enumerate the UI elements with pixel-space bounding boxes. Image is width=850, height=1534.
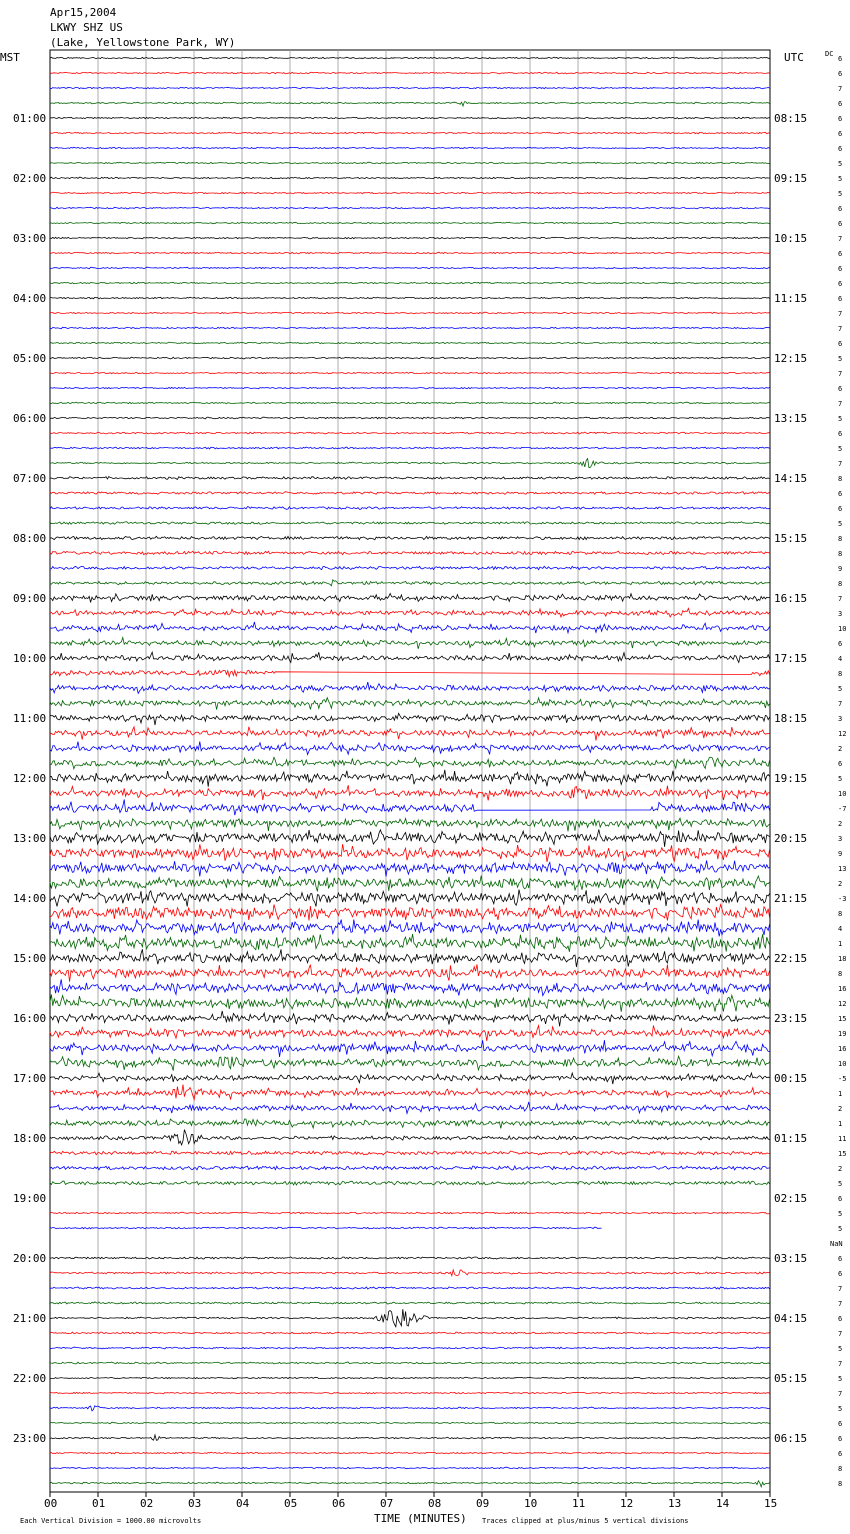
right-hour-label: 00:15 xyxy=(774,1072,808,1085)
left-hour-label: 01:00 xyxy=(13,112,47,125)
left-hour-label: 03:00 xyxy=(13,232,47,245)
dc-offset-value: 10 xyxy=(838,1060,847,1068)
dc-offset-value: 16 xyxy=(838,1045,847,1053)
right-hour-label: 23:15 xyxy=(774,1012,808,1025)
dc-offset-value: 2 xyxy=(838,745,843,753)
dc-offset-value: 7 xyxy=(838,1300,843,1308)
right-hour-label: 19:15 xyxy=(774,772,808,785)
left-hour-label: 23:00 xyxy=(13,1432,47,1445)
left-hour-label: 15:00 xyxy=(13,952,47,965)
right-hour-label: 05:15 xyxy=(774,1372,808,1385)
left-hour-label: 05:00 xyxy=(13,352,47,365)
left-hour-label: 10:00 xyxy=(13,652,47,665)
dc-offset-value: 6 xyxy=(838,490,843,498)
dc-offset-value: 5 xyxy=(838,1225,843,1233)
x-tick-label: 05 xyxy=(284,1497,298,1510)
left-hour-label: 07:00 xyxy=(13,472,47,485)
dc-offset-value: 5 xyxy=(838,1375,843,1383)
dc-offset-value: 5 xyxy=(838,1345,843,1353)
right-hour-label: 15:15 xyxy=(774,532,808,545)
dc-offset-value: 6 xyxy=(838,145,843,153)
right-hour-label: 18:15 xyxy=(774,712,808,725)
left-axis-label: MST xyxy=(0,51,20,64)
x-tick-label: 09 xyxy=(476,1497,490,1510)
dc-offset-value: 7 xyxy=(838,370,843,378)
dc-offset-value: 6 xyxy=(838,640,843,648)
dc-offset-value: 8 xyxy=(838,550,843,558)
left-hour-label: 19:00 xyxy=(13,1192,47,1205)
left-hour-label: 12:00 xyxy=(13,772,47,785)
dc-offset-value: 5 xyxy=(838,1210,843,1218)
dc-offset-value: 19 xyxy=(838,1030,847,1038)
x-tick-label: 12 xyxy=(620,1497,634,1510)
right-hour-label: 16:15 xyxy=(774,592,808,605)
left-hour-label: 02:00 xyxy=(13,172,47,185)
dc-offset-value: 6 xyxy=(838,100,843,108)
right-hour-label: 03:15 xyxy=(774,1252,808,1265)
dc-offset-value: 8 xyxy=(838,535,843,543)
left-hour-label: 14:00 xyxy=(13,892,47,905)
header-date: Apr15,2004 xyxy=(50,6,117,19)
dc-offset-value: 6 xyxy=(838,280,843,288)
dc-offset-value: 6 xyxy=(838,1420,843,1428)
right-hour-label: 01:15 xyxy=(774,1132,808,1145)
dc-offset-value: 7 xyxy=(838,325,843,333)
x-tick-label: 08 xyxy=(428,1497,442,1510)
right-hour-label: 20:15 xyxy=(774,832,808,845)
right-hour-label: 21:15 xyxy=(774,892,808,905)
dc-offset-value: 7 xyxy=(838,1390,843,1398)
dc-offset-value: 7 xyxy=(838,235,843,243)
dc-offset-value: 5 xyxy=(838,1405,843,1413)
dc-offset-value: 15 xyxy=(838,1015,847,1023)
left-hour-label: 22:00 xyxy=(13,1372,47,1385)
dc-offset-value: 6 xyxy=(838,115,843,123)
dc-offset-value: 6 xyxy=(838,265,843,273)
left-hour-label: 11:00 xyxy=(13,712,47,725)
dc-offset-value: 2 xyxy=(838,1105,843,1113)
dc-offset-value: 6 xyxy=(838,70,843,78)
dc-offset-value: 8 xyxy=(838,475,843,483)
dc-offset-value: 9 xyxy=(838,850,843,858)
left-hour-label: 17:00 xyxy=(13,1072,47,1085)
right-hour-label: 17:15 xyxy=(774,652,808,665)
dc-offset-value: 6 xyxy=(838,220,843,228)
dc-offset-value: 5 xyxy=(838,190,843,198)
dc-offset-value: 6 xyxy=(838,385,843,393)
x-tick-label: 11 xyxy=(572,1497,586,1510)
dc-offset-value: 6 xyxy=(838,55,843,63)
dc-offset-value: -3 xyxy=(838,895,847,903)
dc-offset-value: 5 xyxy=(838,175,843,183)
dc-offset-value: 2 xyxy=(838,1165,843,1173)
dc-offset-value: 6 xyxy=(838,430,843,438)
right-hour-label: 02:15 xyxy=(774,1192,808,1205)
dc-offset-value: 11 xyxy=(838,1135,847,1143)
dc-offset-value: 16 xyxy=(838,985,847,993)
header-location: (Lake, Yellowstone Park, WY) xyxy=(50,36,236,49)
dc-offset-value: 12 xyxy=(838,730,847,738)
x-tick-label: 14 xyxy=(716,1497,730,1510)
left-hour-label: 04:00 xyxy=(13,292,47,305)
dc-offset-value: 15 xyxy=(838,1150,847,1158)
dc-offset-value: 7 xyxy=(838,700,843,708)
dc-offset-value: 5 xyxy=(838,355,843,363)
x-tick-label: 00 xyxy=(44,1497,58,1510)
left-hour-label: 21:00 xyxy=(13,1312,47,1325)
left-hour-label: 06:00 xyxy=(13,412,47,425)
dc-offset-value: 6 xyxy=(838,1255,843,1263)
right-hour-label: 04:15 xyxy=(774,1312,808,1325)
dc-offset-value: 6 xyxy=(838,250,843,258)
x-tick-label: 07 xyxy=(380,1497,394,1510)
dc-offset-value: 6 xyxy=(838,205,843,213)
x-axis-label: TIME (MINUTES) xyxy=(374,1512,467,1525)
dc-offset-value: 18 xyxy=(838,955,847,963)
left-hour-label: 16:00 xyxy=(13,1012,47,1025)
dc-offset-value: 7 xyxy=(838,1285,843,1293)
dc-offset-value: 5 xyxy=(838,520,843,528)
x-tick-label: 04 xyxy=(236,1497,250,1510)
dc-offset-value: 1 xyxy=(838,1120,843,1128)
dc-offset-value: 6 xyxy=(838,340,843,348)
dc-offset-value: 10 xyxy=(838,625,847,633)
x-tick-label: 06 xyxy=(332,1497,346,1510)
dc-offset-value: 6 xyxy=(838,505,843,513)
dc-header: DC xyxy=(825,50,834,58)
dc-offset-value: 5 xyxy=(838,160,843,168)
x-tick-label: 13 xyxy=(668,1497,682,1510)
left-hour-label: 09:00 xyxy=(13,592,47,605)
dc-offset-value: 3 xyxy=(838,835,843,843)
dc-offset-value: 2 xyxy=(838,880,843,888)
x-tick-label: 01 xyxy=(92,1497,106,1510)
right-hour-label: 06:15 xyxy=(774,1432,808,1445)
dc-offset-value: 6 xyxy=(838,1195,843,1203)
dc-offset-value: -5 xyxy=(838,1075,847,1083)
right-hour-label: 14:15 xyxy=(774,472,808,485)
dc-offset-value: 8 xyxy=(838,970,843,978)
dc-offset-value: 6 xyxy=(838,1435,843,1443)
dc-offset-value: 4 xyxy=(838,655,843,663)
dc-offset-value: 3 xyxy=(838,715,843,723)
right-hour-label: 08:15 xyxy=(774,112,808,125)
scale-note: Each Vertical Division = 1000.00 microvolts xyxy=(20,1517,202,1525)
dc-offset-value: 7 xyxy=(838,1360,843,1368)
right-axis-label: UTC xyxy=(784,51,804,64)
dc-offset-value: 7 xyxy=(838,1330,843,1338)
dc-offset-value: 8 xyxy=(838,580,843,588)
dc-offset-value: 3 xyxy=(838,610,843,618)
x-tick-label: 03 xyxy=(188,1497,202,1510)
dc-offset-value: 6 xyxy=(838,760,843,768)
dc-offset-value: 6 xyxy=(838,295,843,303)
right-hour-label: 12:15 xyxy=(774,352,808,365)
dc-offset-value: 1 xyxy=(838,1090,843,1098)
left-hour-label: 20:00 xyxy=(13,1252,47,1265)
dc-offset-value: 5 xyxy=(838,445,843,453)
right-hour-label: 22:15 xyxy=(774,952,808,965)
dc-offset-value: 8 xyxy=(838,1465,843,1473)
dc-offset-value: 13 xyxy=(838,865,847,873)
dc-offset-value: 7 xyxy=(838,400,843,408)
nan-header: NaN xyxy=(830,1240,843,1248)
dc-offset-value: 7 xyxy=(838,460,843,468)
dc-offset-value: 9 xyxy=(838,565,843,573)
left-hour-label: 18:00 xyxy=(13,1132,47,1145)
dc-offset-value: 8 xyxy=(838,910,843,918)
right-hour-label: 09:15 xyxy=(774,172,808,185)
dc-offset-value: 7 xyxy=(838,85,843,93)
dc-offset-value: -7 xyxy=(838,805,847,813)
dc-offset-value: 1 xyxy=(838,940,843,948)
dc-offset-value: 8 xyxy=(838,670,843,678)
x-tick-label: 10 xyxy=(524,1497,538,1510)
dc-offset-value: 5 xyxy=(838,685,843,693)
dc-offset-value: 7 xyxy=(838,310,843,318)
dc-offset-value: 6 xyxy=(838,130,843,138)
right-hour-label: 11:15 xyxy=(774,292,808,305)
dc-offset-value: 4 xyxy=(838,925,843,933)
dc-offset-value: 6 xyxy=(838,1270,843,1278)
dc-offset-value: 12 xyxy=(838,1000,847,1008)
right-hour-label: 13:15 xyxy=(774,412,808,425)
left-hour-label: 08:00 xyxy=(13,532,47,545)
header-station: LKWY SHZ US xyxy=(50,21,123,34)
dc-offset-value: 7 xyxy=(838,595,843,603)
dc-offset-value: 8 xyxy=(838,1480,843,1488)
x-tick-label: 15 xyxy=(764,1497,778,1510)
dc-offset-value: 5 xyxy=(838,415,843,423)
dc-offset-value: 5 xyxy=(838,775,843,783)
left-hour-label: 13:00 xyxy=(13,832,47,845)
x-tick-label: 02 xyxy=(140,1497,154,1510)
dc-offset-value: 2 xyxy=(838,820,843,828)
clip-note: Traces clipped at plus/minus 5 vertical divisions xyxy=(482,1517,689,1525)
dc-offset-value: 10 xyxy=(838,790,847,798)
dc-offset-value: 5 xyxy=(838,1180,843,1188)
dc-offset-value: 6 xyxy=(838,1450,843,1458)
dc-offset-value: 6 xyxy=(838,1315,843,1323)
right-hour-label: 10:15 xyxy=(774,232,808,245)
